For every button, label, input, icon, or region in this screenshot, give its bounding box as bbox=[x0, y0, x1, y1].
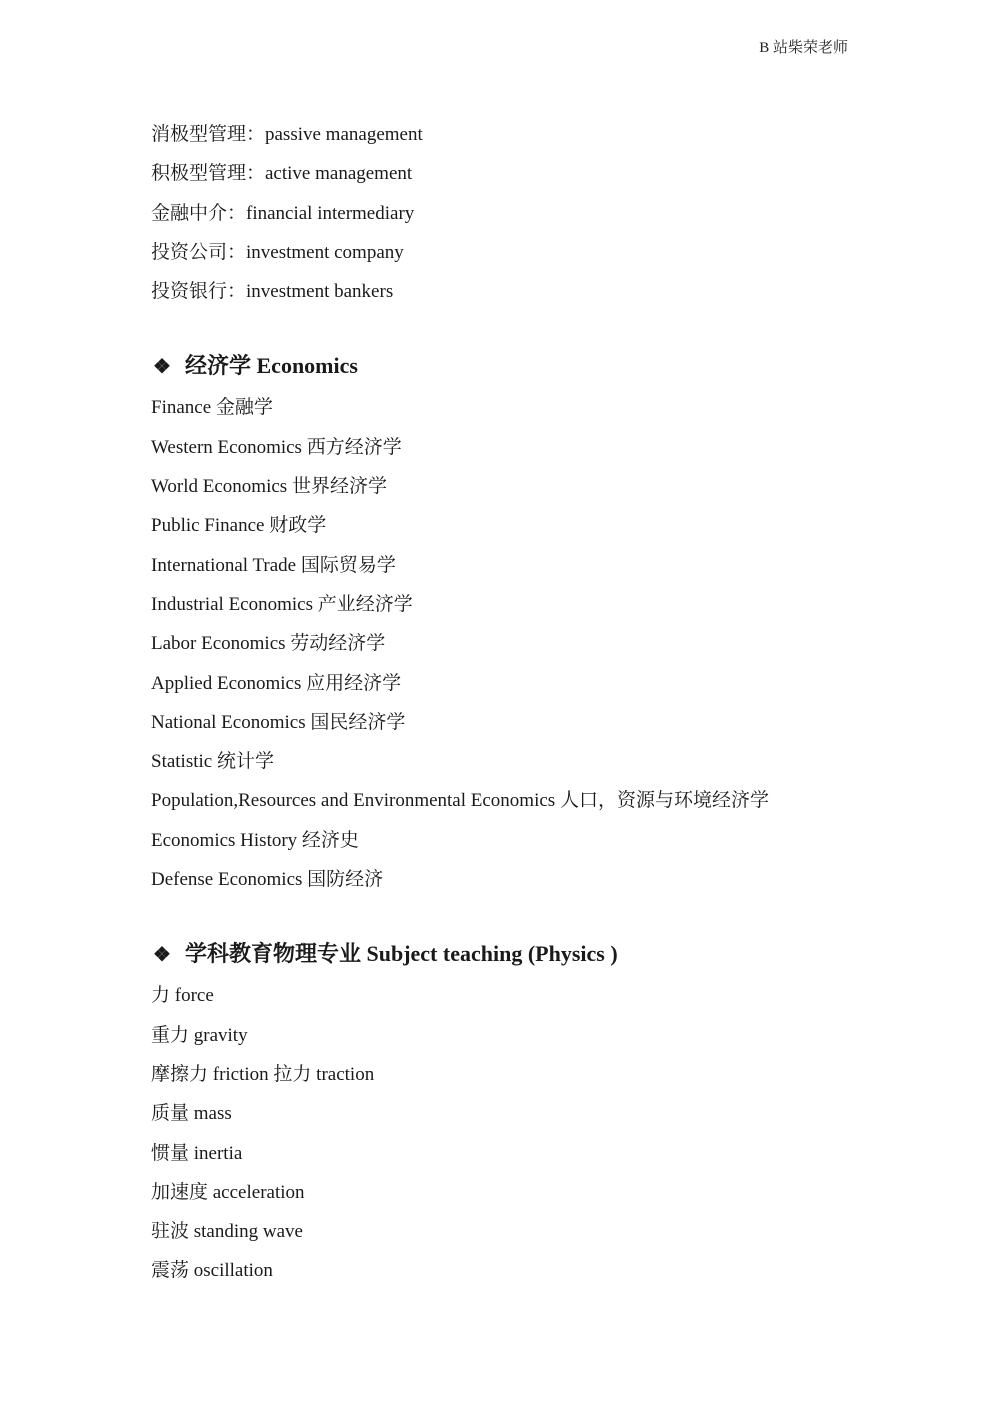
term-line: 驻波 standing wave bbox=[151, 1221, 303, 1243]
term-line: 重力 gravity bbox=[151, 1024, 248, 1046]
section-heading-text: 学科教育物理专业 Subject teaching (Physics ) bbox=[185, 941, 618, 967]
term-line: 投资公司：investment company bbox=[151, 241, 404, 263]
intro-term-list bbox=[151, 115, 871, 311]
term-line: Public Finance 财政学 bbox=[151, 515, 327, 537]
term-line: 消极型管理：passive management bbox=[151, 124, 423, 145]
term-line: 力 force bbox=[151, 985, 214, 1007]
term-line: International Trade 国际贸易学 bbox=[151, 554, 396, 576]
term-line: 积极型管理：active management bbox=[151, 163, 413, 185]
term-line: 惯量 inertia bbox=[151, 1142, 243, 1164]
term-line: Economics History 经济史 bbox=[151, 829, 359, 851]
document-body bbox=[151, 115, 871, 1291]
term-line: National Economics 国民经济学 bbox=[151, 711, 406, 733]
term-line: 震荡 oscillation bbox=[151, 1260, 273, 1282]
term-line: Industrial Economics 产业经济学 bbox=[151, 593, 413, 615]
term-line: Population,Resources and Environmental Economics 人口，资源与环境经济学 bbox=[151, 790, 769, 812]
section-heading bbox=[151, 346, 871, 386]
section-economics bbox=[151, 346, 871, 899]
term-line: Applied Economics 应用经济学 bbox=[151, 672, 402, 694]
section-heading-text: 经济学 Economics bbox=[185, 353, 358, 379]
term-line: World Economics 世界经济学 bbox=[151, 476, 387, 498]
section-physics bbox=[151, 934, 871, 1290]
section-heading bbox=[151, 934, 871, 974]
term-line: Defense Economics 国防经济 bbox=[151, 869, 384, 891]
term-line: 投资银行：investment bankers bbox=[151, 281, 394, 303]
term-line: Labor Economics 劳动经济学 bbox=[151, 633, 386, 655]
diamond-bullet-icon: ❖ bbox=[153, 944, 171, 967]
term-line: 摩擦力 friction 拉力 traction bbox=[151, 1063, 375, 1085]
diamond-bullet-icon: ❖ bbox=[153, 356, 171, 379]
term-line: Western Economics 西方经济学 bbox=[151, 436, 402, 458]
term-line: 加速度 acceleration bbox=[151, 1181, 305, 1203]
page-header: B 站柴荣老师 bbox=[759, 40, 848, 56]
term-line: 质量 mass bbox=[151, 1103, 232, 1125]
term-line: Finance 金融学 bbox=[151, 397, 273, 419]
term-line: 金融中介：financial intermediary bbox=[151, 202, 415, 224]
term-line: Statistic 统计学 bbox=[151, 751, 274, 773]
